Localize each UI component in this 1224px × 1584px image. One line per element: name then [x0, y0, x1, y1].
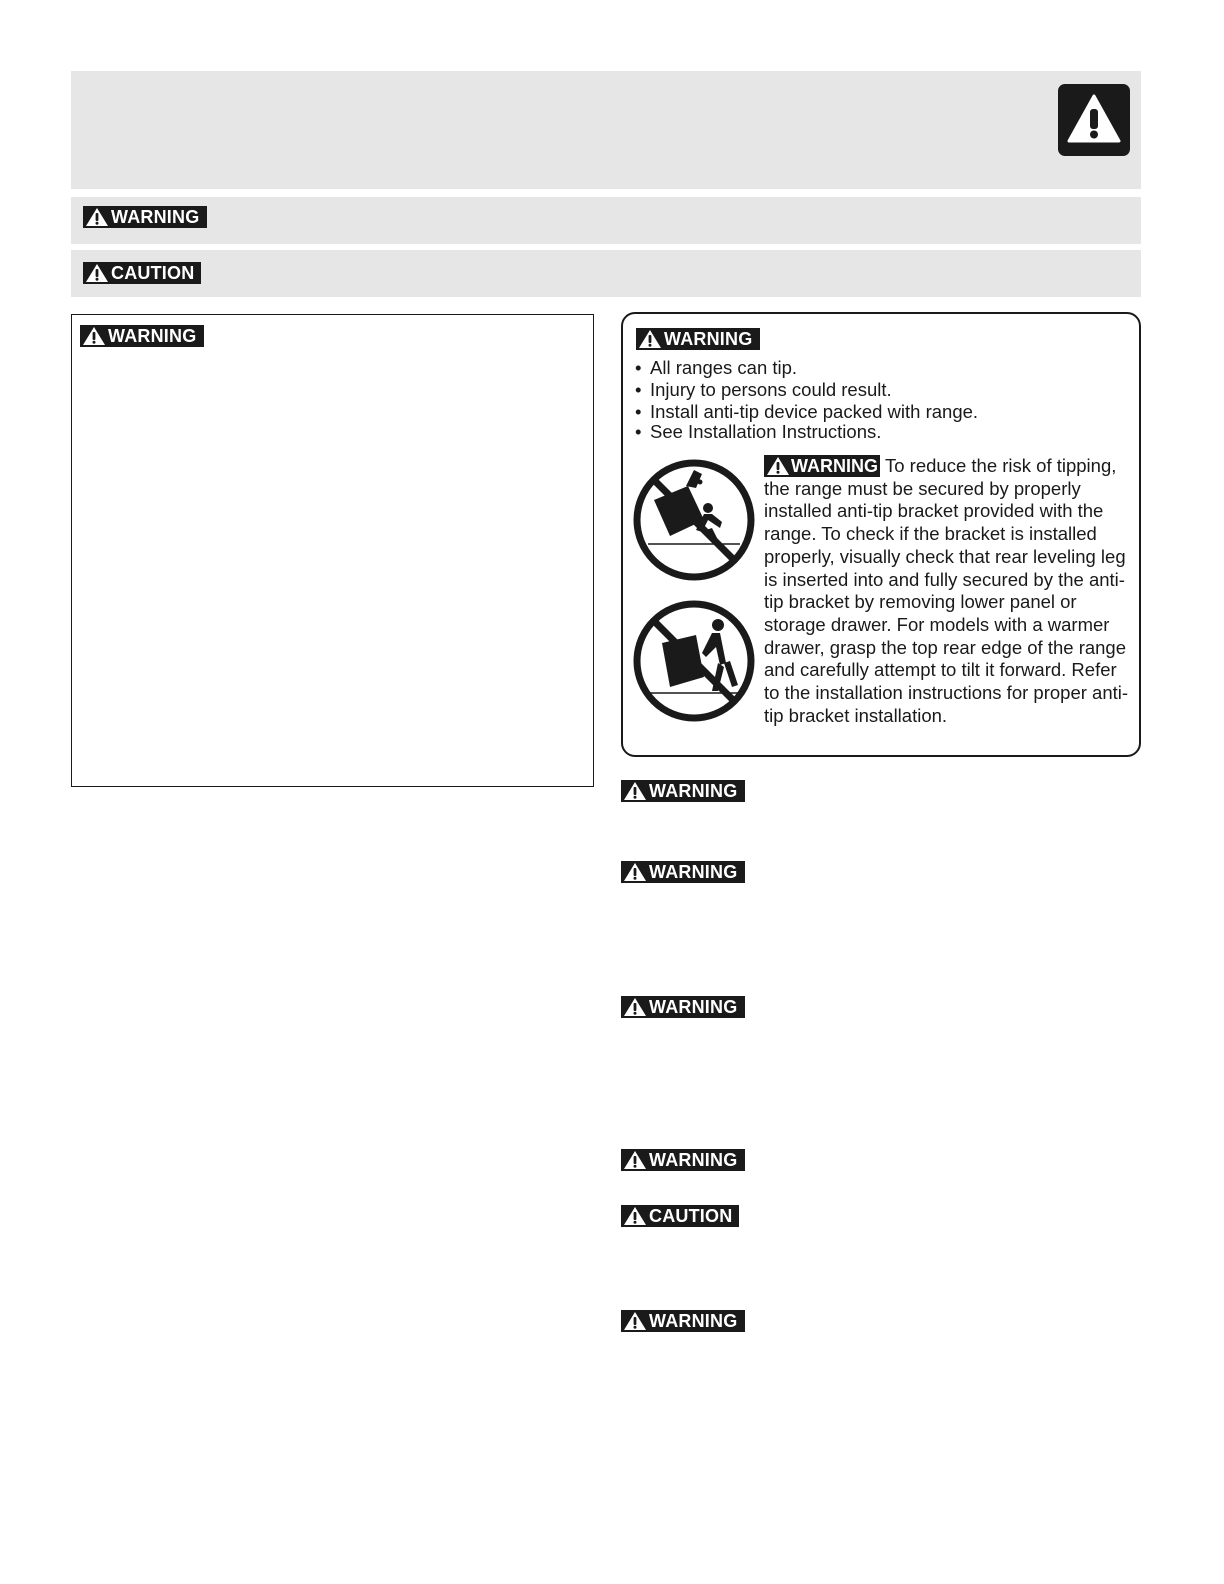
caution-badge: CAUTION — [621, 1205, 739, 1227]
safety-alert-icon — [1058, 84, 1130, 156]
list-item: • Injury to persons could result. — [635, 379, 1115, 401]
alert-triangle-icon — [623, 1206, 647, 1226]
warning-badge: WARNING — [83, 206, 207, 228]
warning-badge: WARNING — [764, 455, 880, 477]
anti-tip-paragraph — [764, 455, 1136, 727]
header-band — [71, 71, 1141, 189]
warning-definition-band — [71, 197, 1141, 244]
left-warning-box — [71, 314, 594, 787]
warning-badge: WARNING — [621, 1310, 745, 1332]
alert-triangle-icon — [85, 263, 109, 283]
range-tipping-child-prohibited-icon — [632, 458, 756, 582]
list-item: • See Installation Instructions. — [635, 421, 1115, 443]
list-item: • Install anti-tip device packed with range. — [635, 401, 1115, 423]
warning-badge: WARNING — [621, 861, 745, 883]
caution-definition-band — [71, 250, 1141, 297]
warning-badge: WARNING — [621, 1149, 745, 1171]
alert-triangle-icon — [766, 456, 790, 476]
warning-badge: WARNING — [636, 328, 760, 350]
range-tipping-person-prohibited-icon — [632, 599, 756, 723]
anti-tip-warning-box — [621, 312, 1141, 757]
warning-badge: WARNING — [621, 780, 745, 802]
alert-triangle-icon — [623, 1150, 647, 1170]
warning-badge: WARNING — [621, 996, 745, 1018]
caution-badge: CAUTION — [83, 262, 201, 284]
anti-tip-instructions: To reduce the risk of tipping, the range must be secured by properly installed anti-tip bracket provided with the range. To check if the bracket is installed properly, visually check that rear leveling leg is inserted into and fully secured by the anti-tip bracket by removing lower panel or storage drawer. For models with a warmer drawer, grasp the top rear edge of the range and carefully attempt to tilt it forward. Refer to the installation instructions for proper anti-tip bracket installation. — [764, 455, 1129, 726]
alert-triangle-icon — [82, 326, 106, 346]
alert-triangle-icon — [85, 207, 109, 227]
alert-triangle-icon — [623, 862, 647, 882]
warning-badge: WARNING — [80, 325, 204, 347]
list-item: • All ranges can tip. — [635, 357, 1115, 379]
anti-tip-bullet-list — [635, 357, 1115, 443]
alert-triangle-icon — [623, 781, 647, 801]
alert-triangle-icon — [623, 1311, 647, 1331]
alert-triangle-icon — [623, 997, 647, 1017]
alert-triangle-icon — [638, 329, 662, 349]
